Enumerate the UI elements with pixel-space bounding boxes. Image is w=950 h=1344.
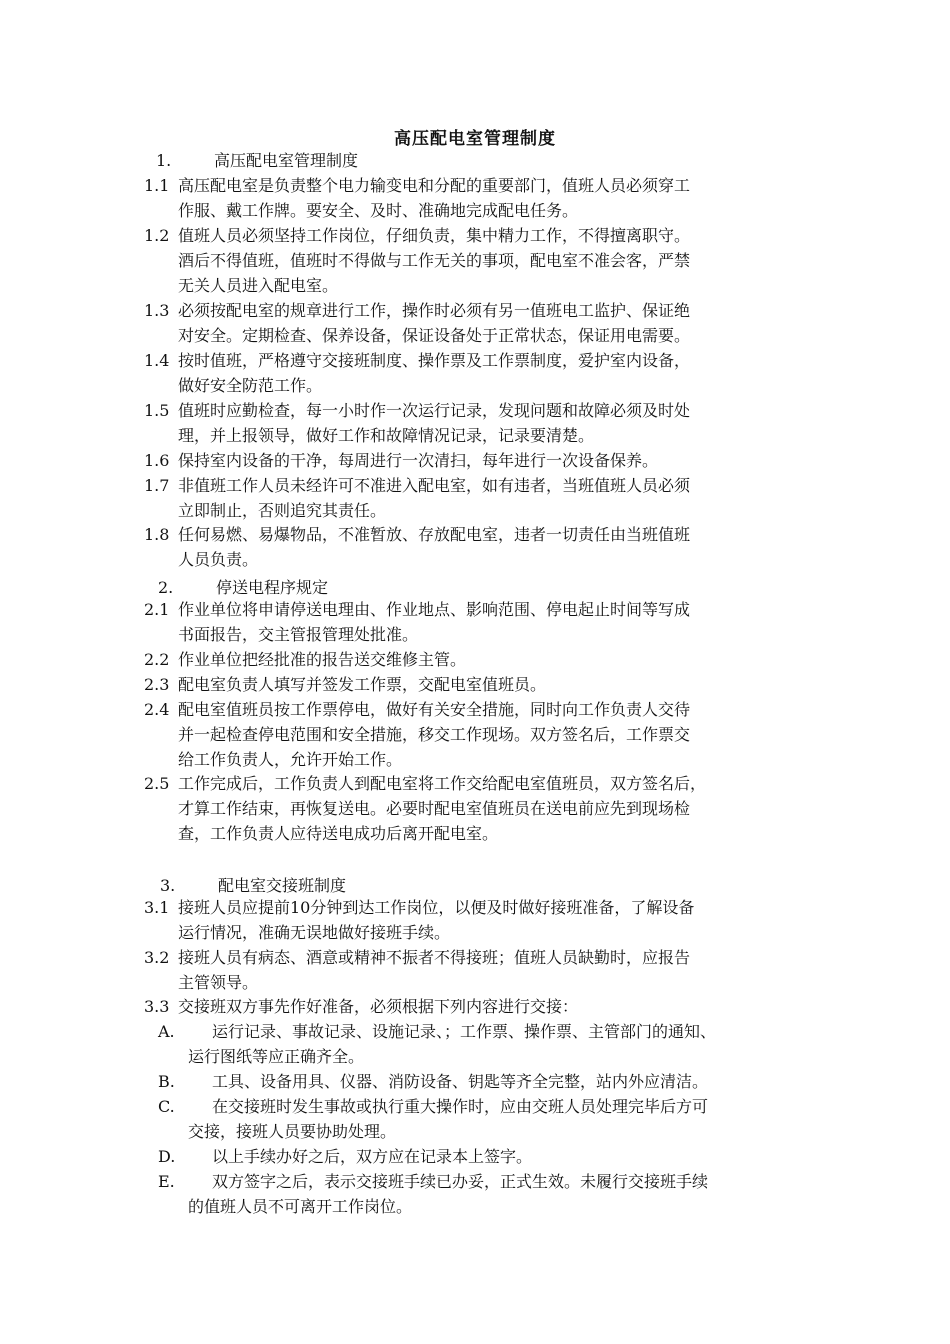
- clause-text: 保持室内设备的干净，每周进行一次清扫，每年进行一次设备保养。: [178, 451, 659, 470]
- clause-number: 2.4: [144, 700, 170, 719]
- clause-text: 书面报告，交主管报管理处批准。: [178, 625, 419, 644]
- clause-text: 查，工作负责人应待送电成功后离开配电室。: [178, 824, 499, 843]
- sub-item-text: 工具、设备用具、仪器、消防设备、钥匙等齐全完整，站内外应清洁。: [212, 1072, 709, 1091]
- clause-text: 值班人员必须坚持工作岗位，仔细负责，集中精力工作，不得擅离职守。: [178, 226, 691, 245]
- clause-text: 做好安全防范工作。: [178, 376, 323, 395]
- clause-text: 人员负责。: [178, 550, 259, 569]
- clause-text: 才算工作结束，再恢复送电。必要时配电室值班员在送电前应先到现场检: [178, 799, 691, 818]
- clause-number: 1.3: [144, 301, 170, 320]
- sub-item-text: 的值班人员不可离开工作岗位。: [188, 1197, 413, 1216]
- sub-item-text: 以上手续办好之后，双方应在记录本上签字。: [212, 1147, 533, 1166]
- clause-number: 1.4: [144, 351, 170, 370]
- sub-item-b: [158, 1069, 708, 1094]
- sub-item-letter: E.: [158, 1172, 175, 1191]
- clause-text: 主管领导。: [178, 973, 259, 992]
- clause-text: 作服、戴工作牌。要安全、及时、准确地完成配电任务。: [178, 201, 579, 220]
- clause-1-8: [144, 522, 690, 572]
- sub-item-letter: B.: [158, 1072, 175, 1091]
- clause-number: 1.5: [144, 401, 170, 420]
- section-number: 3.: [160, 876, 176, 895]
- sub-item-text: 运行图纸等应正确齐全。: [188, 1047, 365, 1066]
- clause-text: 交接班双方事先作好准备，必须根据下列内容进行交接：: [178, 997, 579, 1016]
- clause-text: 必须按配电室的规章进行工作，操作时必须有另一值班电工监护、保证绝: [178, 301, 691, 320]
- section-3-heading: [160, 873, 346, 896]
- sub-item-letter: A.: [158, 1022, 175, 1041]
- clause-text: 对安全。定期检查、保养设备，保证设备处于正常状态，保证用电需要。: [178, 326, 691, 345]
- clause-text: 理，并上报领导，做好工作和故障情况记录，记录要清楚。: [178, 426, 595, 445]
- clause-text: 给工作负责人，允许开始工作。: [178, 750, 403, 769]
- section-2-heading: [158, 575, 328, 598]
- clause-3-2: [144, 945, 690, 995]
- section-1-heading: [156, 148, 358, 171]
- sub-item-text: 双方签字之后，表示交接班手续已办妥，正式生效。未履行交接班手续: [212, 1172, 709, 1191]
- clause-text: 酒后不得值班，值班时不得做与工作无关的事项，配电室不准会客，严禁: [178, 251, 691, 270]
- clause-text: 非值班工作人员未经许可不准进入配电室，如有违者，当班值班人员必须: [178, 476, 691, 495]
- clause-text: 运行情况，准确无误地做好接班手续。: [178, 923, 451, 942]
- document-title: 高压配电室管理制度: [394, 129, 556, 149]
- clause-number: 1.7: [144, 476, 170, 495]
- clause-1-7: [144, 473, 690, 523]
- clause-text: 按时值班，严格遵守交接班制度、操作票及工作票制度，爱护室内设备，: [178, 351, 691, 370]
- sub-item-d: [158, 1144, 532, 1169]
- clause-text: 工作完成后，工作负责人到配电室将工作交给配电室值班员，双方签名后，: [178, 774, 707, 793]
- clause-text: 任何易燃、易爆物品，不准暂放、存放配电室，违者一切责任由当班值班: [178, 525, 691, 544]
- clause-number: 1.1: [144, 176, 170, 195]
- sub-item-a: [158, 1019, 716, 1069]
- clause-number: 2.3: [144, 675, 170, 694]
- clause-text: 无关人员进入配电室。: [178, 276, 339, 295]
- clause-3-1: [144, 895, 694, 945]
- sub-item-letter: D.: [158, 1147, 176, 1166]
- clause-number: 2.1: [144, 600, 170, 619]
- sub-item-text: 在交接班时发生事故或执行重大操作时，应由交班人员处理完毕后方可: [212, 1097, 709, 1116]
- clause-text: 作业单位把经批准的报告送交维修主管。: [178, 650, 467, 669]
- clause-1-1: [144, 173, 690, 223]
- sub-item-c: [158, 1094, 708, 1144]
- clause-text: 配电室值班员按工作票停电，做好有关安全措施，同时向工作负责人交待: [178, 700, 691, 719]
- section-title: 配电室交接班制度: [218, 876, 347, 895]
- clause-text: 立即制止，否则追究其责任。: [178, 501, 387, 520]
- clause-number: 1.6: [144, 451, 170, 470]
- clause-number: 3.2: [144, 948, 170, 967]
- clause-3-3: [144, 994, 578, 1019]
- clause-text: 接班人员有病态、酒意或精神不振者不得接班；值班人员缺勤时，应报告: [178, 948, 691, 967]
- clause-1-4: [144, 348, 690, 398]
- sub-item-letter: C.: [158, 1097, 175, 1116]
- clause-text: 接班人员应提前10分钟到达工作岗位，以便及时做好接班准备，了解设备: [178, 898, 695, 917]
- clause-number: 2.2: [144, 650, 170, 669]
- clause-2-5: [144, 771, 706, 846]
- section-number: 1.: [156, 151, 172, 170]
- clause-2-3: [144, 672, 546, 697]
- clause-text: 并一起检查停电范围和安全措施，移交工作现场。双方签名后，工作票交: [178, 725, 691, 744]
- section-number: 2.: [158, 578, 174, 597]
- sub-item-text: 交接，接班人员要协助处理。: [188, 1122, 397, 1141]
- clause-2-2: [144, 647, 466, 672]
- section-title: 高压配电室管理制度: [214, 151, 359, 170]
- section-title: 停送电程序规定: [216, 578, 329, 597]
- clause-text: 高压配电室是负责整个电力输变电和分配的重要部门，值班人员必须穿工: [178, 176, 691, 195]
- sub-item-e: [158, 1169, 708, 1219]
- clause-2-4: [144, 697, 690, 772]
- clause-number: 2.5: [144, 774, 170, 793]
- clause-1-2: [144, 223, 690, 298]
- clause-1-6: [144, 448, 658, 473]
- clause-number: 1.8: [144, 525, 170, 544]
- clause-text: 值班时应勤检查，每一小时作一次运行记录，发现问题和故障必须及时处: [178, 401, 691, 420]
- clause-text: 配电室负责人填写并签发工作票，交配电室值班员。: [178, 675, 547, 694]
- clause-number: 1.2: [144, 226, 170, 245]
- clause-text: 作业单位将申请停送电理由、作业地点、影响范围、停电起止时间等写成: [178, 600, 691, 619]
- clause-1-5: [144, 398, 690, 448]
- sub-item-text: 运行记录、事故记录、设施记录、；工作票、操作票、主管部门的通知、: [212, 1022, 717, 1041]
- clause-number: 3.3: [144, 997, 170, 1016]
- clause-2-1: [144, 597, 690, 647]
- clause-number: 3.1: [144, 898, 170, 917]
- clause-1-3: [144, 298, 690, 348]
